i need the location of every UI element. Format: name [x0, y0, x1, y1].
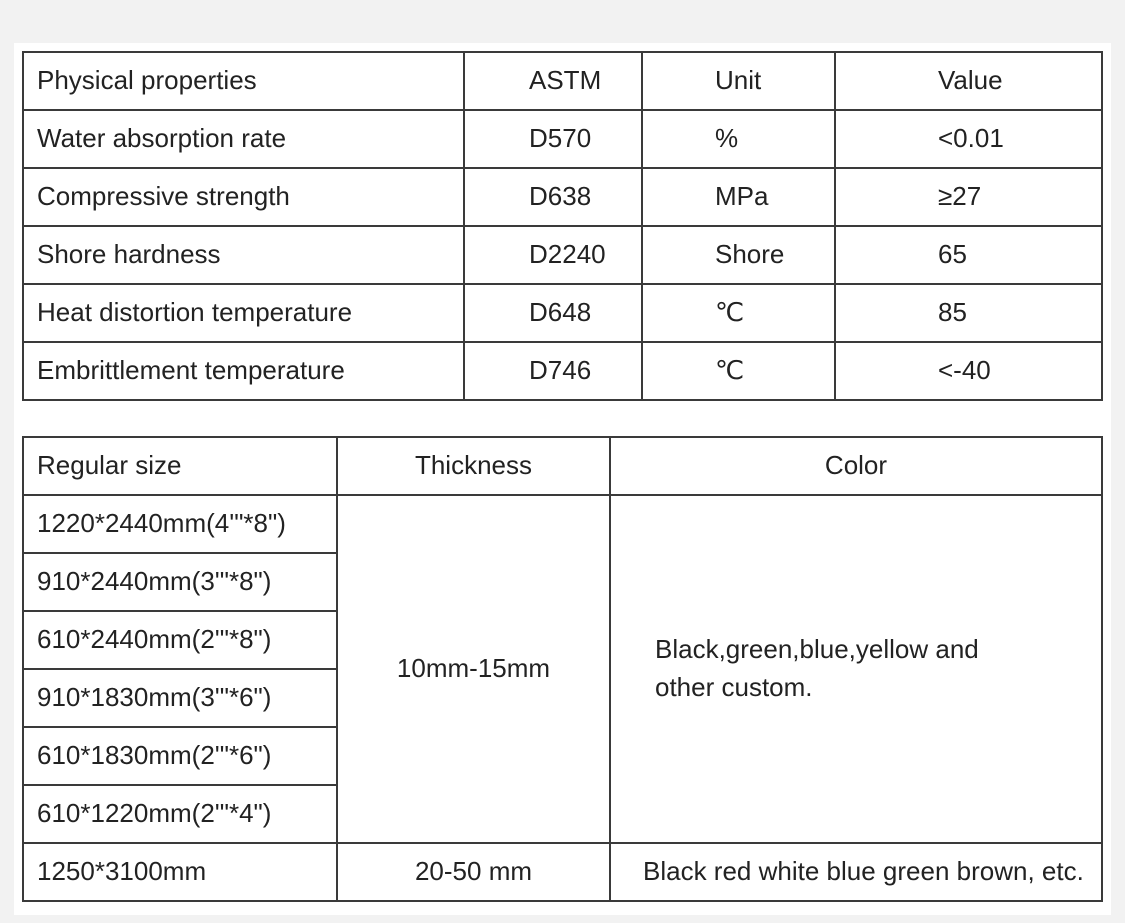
table-row: [23, 342, 1102, 400]
regular-color: [610, 495, 1102, 843]
sizes-table: [22, 436, 1103, 902]
table-row: [23, 284, 1102, 342]
regular-color-text: Black,green,blue,yellow and other custom.: [655, 634, 979, 702]
regular-size: 610*1220mm(2'"*4"): [23, 785, 337, 843]
table-row: [23, 110, 1102, 168]
table-header-row: [23, 437, 1102, 495]
unit: MPa: [642, 168, 835, 226]
unit: ℃: [642, 342, 835, 400]
property-name: Water absorption rate: [23, 110, 464, 168]
header-regular-size: Regular size: [23, 437, 337, 495]
astm-code: D638: [464, 168, 642, 226]
table-row: [23, 168, 1102, 226]
property-name: Heat distortion temperature: [23, 284, 464, 342]
astm-code: D570: [464, 110, 642, 168]
property-name: Compressive strength: [23, 168, 464, 226]
table-row: [23, 495, 1102, 553]
property-name: Shore hardness: [23, 226, 464, 284]
large-color: Black red white blue green brown, etc.: [610, 843, 1102, 901]
header-thickness: Thickness: [337, 437, 610, 495]
value: <-40: [835, 342, 1102, 400]
regular-size: 1220*2440mm(4'"*8"): [23, 495, 337, 553]
table-row: [23, 226, 1102, 284]
unit: Shore: [642, 226, 835, 284]
regular-size: 610*2440mm(2'"*8"): [23, 611, 337, 669]
astm-code: D2240: [464, 226, 642, 284]
table-row: [23, 843, 1102, 901]
unit: %: [642, 110, 835, 168]
unit: ℃: [642, 284, 835, 342]
header-physical-properties: Physical properties: [23, 52, 464, 110]
header-color: Color: [610, 437, 1102, 495]
regular-thickness: 10mm-15mm: [337, 495, 610, 843]
header-unit: Unit: [642, 52, 835, 110]
regular-size: 910*1830mm(3'"*6"): [23, 669, 337, 727]
physical-properties-table: [22, 51, 1103, 401]
property-name: Embrittlement temperature: [23, 342, 464, 400]
regular-size: 610*1830mm(2'"*6"): [23, 727, 337, 785]
header-value: Value: [835, 52, 1102, 110]
astm-code: D746: [464, 342, 642, 400]
large-size: 1250*3100mm: [23, 843, 337, 901]
header-astm: ASTM: [464, 52, 642, 110]
regular-size: 910*2440mm(3'"*8"): [23, 553, 337, 611]
large-thickness: 20-50 mm: [337, 843, 610, 901]
spec-sheet: [14, 43, 1111, 915]
value: <0.01: [835, 110, 1102, 168]
table-header-row: [23, 52, 1102, 110]
value: ≥27: [835, 168, 1102, 226]
value: 65: [835, 226, 1102, 284]
astm-code: D648: [464, 284, 642, 342]
value: 85: [835, 284, 1102, 342]
